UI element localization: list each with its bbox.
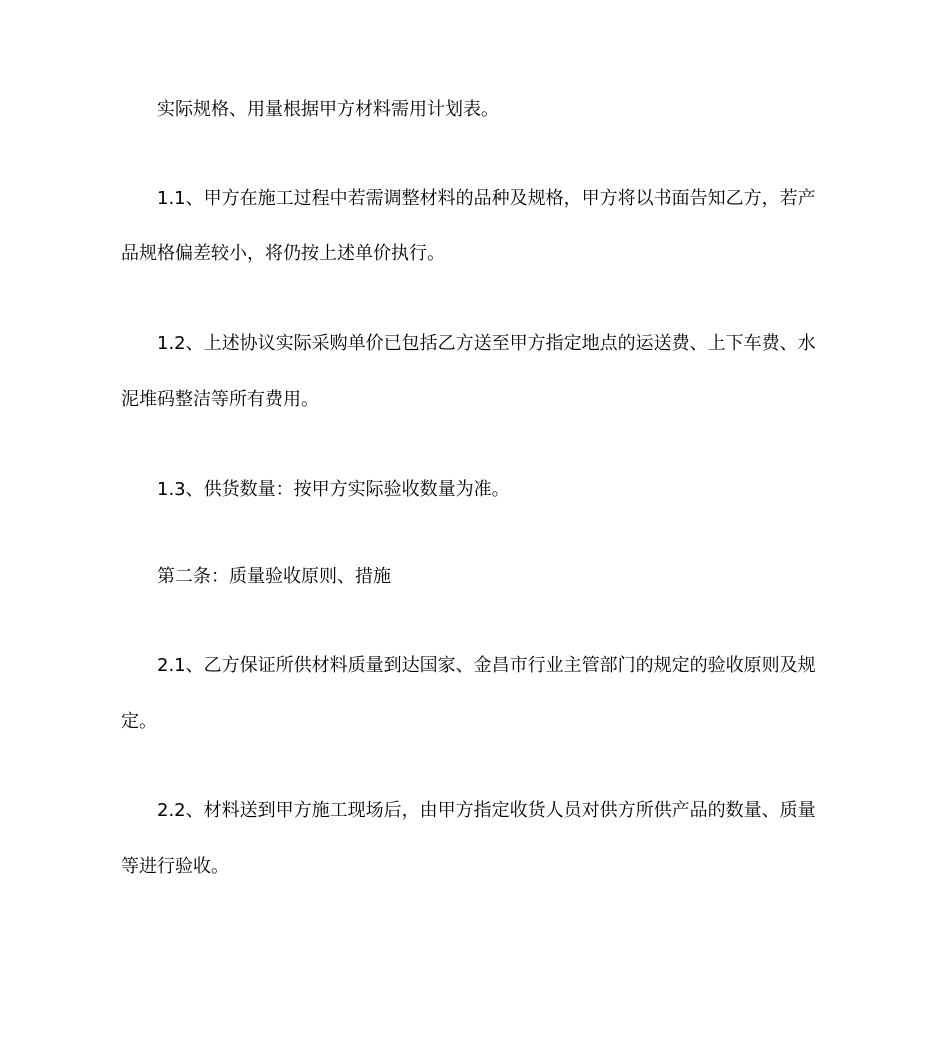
paragraph-1-1-line-1: 1.1、甲方在施工过程中若需调整材料的品种及规格，甲方将以书面告知乙方，若产 xyxy=(157,188,816,209)
paragraph-1-3: 1.3、供货数量：按甲方实际验收数量为准。 xyxy=(157,479,510,500)
paragraph-1-2-line-1: 1.2、上述协议实际采购单价已包括乙方送至甲方指定地点的运送费、上下车费、水 xyxy=(157,333,816,354)
article-2-heading: 第二条：质量验收原则、措施 xyxy=(157,566,391,587)
paragraph-2-1-line-1: 2.1、乙方保证所供材料质量到达国家、金昌市行业主管部门的规定的验收原则及规 xyxy=(157,655,816,676)
paragraph-2-1-line-2: 定。 xyxy=(121,711,157,732)
paragraph-2-2-line-1: 2.2、材料送到甲方施工现场后，由甲方指定收货人员对供方所供产品的数量、质量 xyxy=(157,800,816,821)
paragraph-2-2-line-2: 等进行验收。 xyxy=(121,856,229,877)
paragraph-1-1-line-2: 品规格偏差较小，将仍按上述单价执行。 xyxy=(121,243,445,264)
paragraph-1-2-line-2: 泥堆码整洁等所有费用。 xyxy=(121,389,319,410)
paragraph-material-spec: 实际规格、用量根据甲方材料需用计划表。 xyxy=(157,99,499,120)
